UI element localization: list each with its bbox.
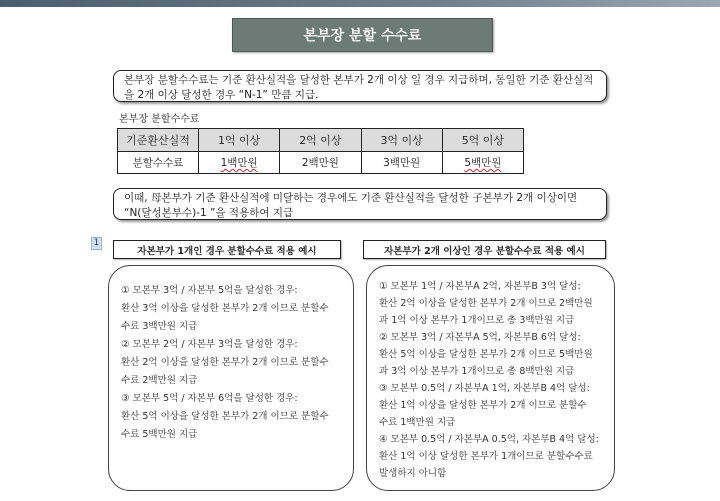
left-example-title: 자본부가 1개인 경우 분할수수료 적용 예시 xyxy=(113,240,341,259)
example-line: 환산 2억 이상을 달성한 본부가 2개 이므로 2백만원 xyxy=(379,298,593,309)
example-line: ④ 모본부 0.5억 / 자본부A 0.5억, 자본부B 4억 달성: xyxy=(379,434,599,445)
example-line: 과 3억 이상 본부가 1개이므로 총 8백만원 지급 xyxy=(379,366,575,377)
threshold-cell: 1억 이상 xyxy=(199,129,280,152)
table-row xyxy=(118,151,524,174)
example-line: 환산 5억 이상을 달성한 본부가 2개 이므로 5백만원 xyxy=(379,349,593,360)
fee-cell xyxy=(442,151,523,174)
example-line: ② 모본부 2억 / 자본부 3억을 달성한 경우: xyxy=(121,339,298,350)
example-line: 과 1억 이상 본부가 1개이므로 총 3백만원 지급 xyxy=(379,315,575,326)
example-line: 수료 2백만원 지급 xyxy=(121,375,198,386)
example-line: ① 모본부 1억 / 자본부A 2억, 자본부B 3억 달성: xyxy=(379,281,581,292)
table-row xyxy=(118,129,524,152)
fee-value: 1백만원 xyxy=(220,156,258,169)
exception-note: 이때, 母본부가 기준 환산실적에 미달하는 경우에도 기준 환산실적을 달성한 子본부가 2개 이상이면 “N(달성본부수)-1 ”을 적용하여 지급 xyxy=(113,188,607,220)
row-header-threshold: 기준환산실적 xyxy=(118,129,199,152)
threshold-cell: 5억 이상 xyxy=(442,129,523,152)
example-line: 수료 1백만원 지급 xyxy=(379,417,456,428)
example-line: 발생하지 아니함 xyxy=(379,468,447,479)
example-line: 환산 5억 이상을 달성한 본부가 2개 이므로 분할수 xyxy=(121,411,329,422)
example-line: 환산 1억 이상을 달성한 본부가 2개 이므로 분할수 xyxy=(379,400,587,411)
description-note: 본부장 분할수수료는 기준 환산실적을 달성한 본부가 2개 이상 일 경우 지급하며, 동일한 기준 환산실적을 2개 이상 달성한 경우 “N-1” 만큼 지급. xyxy=(113,70,607,102)
top-banner-bar xyxy=(0,0,720,7)
fee-cell xyxy=(280,151,361,174)
example-line: 수료 5백만원 지급 xyxy=(121,429,198,440)
fee-value: 3백만원 xyxy=(383,156,421,169)
fee-cell xyxy=(361,151,442,174)
example-line: 수료 3백만원 지급 xyxy=(121,321,198,332)
example-line: 환산 2억 이상을 달성한 본부가 2개 이므로 분할수 xyxy=(121,357,329,368)
fee-value: 5백만원 xyxy=(464,156,502,169)
row-header-fee: 분할수수료 xyxy=(118,151,199,174)
right-example-title: 자본부가 2개 이상인 경우 분할수수료 적용 예시 xyxy=(363,240,606,259)
left-example-panel xyxy=(108,265,354,491)
threshold-cell: 3억 이상 xyxy=(361,129,442,152)
example-line: ③ 모본부 0.5억 / 자본부A 1억, 자본부B 4억 달성: xyxy=(379,383,590,394)
section-label: 본부장 분할수수료 xyxy=(119,114,200,125)
example-line: 환산 3억 이상을 달성한 본부가 2개 이므로 분할수 xyxy=(121,303,329,314)
example-line: ③ 모본부 5억 / 자본부 6억을 달성한 경우: xyxy=(121,393,298,404)
section-marker: 1 xyxy=(91,237,102,250)
fee-cell xyxy=(199,151,280,174)
example-line: 환산 1억 이상 달성한 본부가 1개이므로 분할수수료 xyxy=(379,451,593,462)
example-line: ② 모본부 3억 / 자본부A 5억, 자본부B 6억 달성: xyxy=(379,332,581,343)
fee-table xyxy=(117,128,524,174)
example-line: ① 모본부 3억 / 자본부 5억을 달성한 경우: xyxy=(121,285,298,296)
fee-value: 2백만원 xyxy=(301,156,339,169)
right-example-panel xyxy=(366,265,615,491)
threshold-cell: 2억 이상 xyxy=(280,129,361,152)
page-title: 본부장 분할 수수료 xyxy=(232,18,493,52)
